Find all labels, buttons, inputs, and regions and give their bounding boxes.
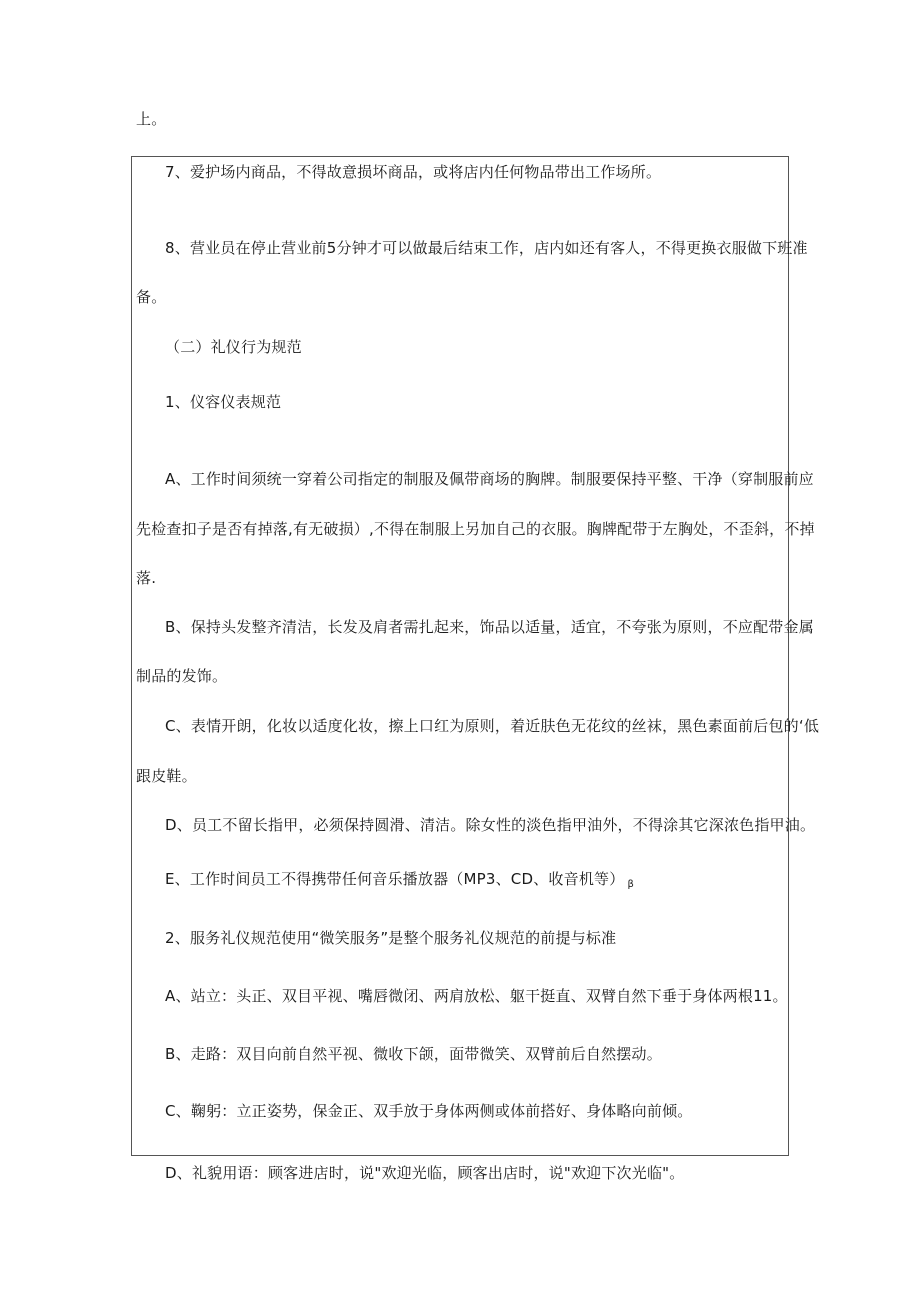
content-frame — [131, 156, 789, 1156]
etiquette-walking: B、走路：双目向前自然平视、微收下颌，面带微笑、双臂前后自然摆动。 — [165, 1045, 662, 1063]
paragraph-a-line-1: A、工作时间须统一穿着公司指定的制服及佩带商场的胸牌。制服要保持平整、干净（穿制服前应 — [165, 470, 814, 488]
rule-item-8: 8、营业员在停止营业前5分钟才可以做最后结束工作，店内如还有客人，不得更换衣服做下班准 — [165, 239, 808, 257]
etiquette-standing: A、站立：头正、双目平视、嘴唇微闭、两肩放松、躯干挺直、双臂自然下垂于身体两根11。 — [165, 987, 788, 1005]
paragraph-e-mark: β — [627, 879, 635, 890]
paragraph-e-text: E、工作时间员工不得携带任何音乐播放器（MP3、CD、收音机等） — [165, 870, 625, 888]
paragraph-b-line-1: B、保持头发整齐清洁，长发及肩者需扎起来，饰品以适量，适宜，不夸张为原则，不应配带金属 — [165, 618, 814, 636]
paragraph-c-line-1: C、表情开朗，化妆以适度化妆，擦上口红为原则，着近肤色无花纹的丝袜，黑色素面前后包的‘低 — [165, 717, 820, 735]
etiquette-greeting: D、礼貌用语：顾客进店时，说"欢迎光临，顾客出店时，说"欢迎下次光临"。 — [165, 1164, 685, 1182]
paragraph-e — [165, 869, 634, 895]
paragraph-c-line-2: 跟皮鞋。 — [136, 767, 197, 785]
rule-item-7: 7、爱护场内商品，不得故意损坏商品，或将店内任何物品带出工作场所。 — [165, 163, 662, 181]
paragraph-d: D、员工不留长指甲，必须保持圆滑、清洁。除女性的淡色指甲油外，不得涂其它深浓色指甲油。 — [165, 816, 816, 834]
subsection-heading-1: 1、仪容仪表规范 — [165, 393, 282, 411]
section-heading: （二）礼仪行为规范 — [165, 338, 302, 356]
rule-item-8-continued: 备。 — [136, 288, 167, 306]
lead-line: 上。 — [136, 110, 167, 128]
paragraph-a-line-3: 落. — [136, 569, 157, 587]
paragraph-b-line-2: 制品的发饰。 — [136, 667, 228, 685]
etiquette-bowing: C、鞠躬：立正姿势，保金正、双手放于身体两侧或体前搭好、身体略向前倾。 — [165, 1102, 693, 1120]
subsection-heading-2: 2、服务礼仪规范使用“微笑服务”是整个服务礼仪规范的前提与标准 — [165, 929, 617, 947]
paragraph-a-line-2: 先检查扣子是否有掉落,有无破损）,不得在制服上另加自己的衣服。胸牌配带于左胸处，不歪斜，不掉 — [136, 520, 815, 538]
